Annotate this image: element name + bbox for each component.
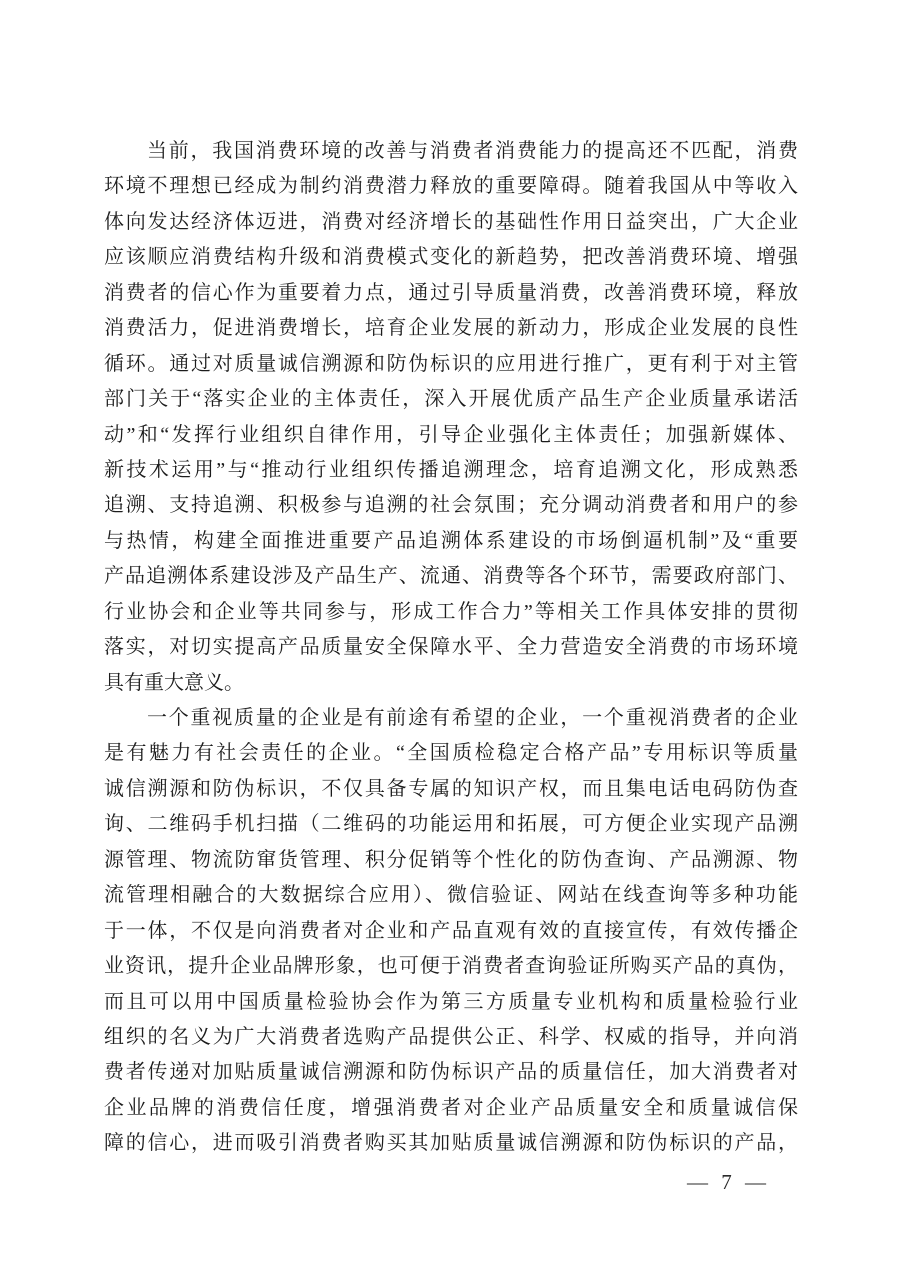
text-line: 询、二维码手机扫描（二维码的功能运用和拓展，可方便企业实现产品溯 bbox=[104, 813, 798, 836]
text-line: 动”和“发挥行业组织自律作用，引导企业强化主体责任；加强新媒体、 bbox=[104, 423, 798, 446]
text-line: 一个重视质量的企业是有前途有希望的企业，一个重视消费者的企业 bbox=[147, 707, 798, 729]
document-body bbox=[104, 134, 798, 1162]
text-line: 产品追溯体系建设涉及产品生产、流通、消费等各个环节，需要政府部门、 bbox=[104, 565, 798, 588]
text-line: 是有魅力有社会责任的企业。“全国质检稳定合格产品”专用标识等质量 bbox=[104, 742, 798, 765]
text-line: 企业品牌的消费信任度，增强消费者对企业产品质量安全和质量诚信保 bbox=[104, 1096, 798, 1119]
text-line: 追溯、支持追溯、积极参与追溯的社会氛围；充分调动消费者和用户的参 bbox=[104, 494, 798, 517]
text-line: 消费活力，促进消费增长，培育企业发展的新动力，形成企业发展的良性 bbox=[104, 317, 798, 340]
text-line: 组织的名义为广大消费者选购产品提供公正、科学、权威的指导，并向消 bbox=[104, 1025, 798, 1048]
text-line: 落实，对切实提高产品质量安全保障水平、全力营造安全消费的市场环境 bbox=[104, 636, 798, 659]
text-line: 消费者的信心作为重要着力点，通过引导质量消费，改善消费环境，释放 bbox=[104, 281, 798, 304]
text-line: 障的信心，进而吸引消费者购买其加贴质量诚信溯源和防伪标识的产品， bbox=[104, 1132, 798, 1155]
text-line: 与热情，构建全面推进重要产品追溯体系建设的市场倒逼机制”及“重要 bbox=[104, 529, 798, 552]
text-line: 于一体，不仅是向消费者对企业和产品直观有效的直接宣传，有效传播企 bbox=[104, 919, 798, 942]
text-line: 具有重大意义。 bbox=[104, 671, 244, 694]
text-line: 当前，我国消费环境的改善与消费者消费能力的提高还不匹配，消费 bbox=[147, 140, 798, 162]
text-line: 费者传递对加贴质量诚信溯源和防伪标识产品的质量信任，加大消费者对 bbox=[104, 1061, 798, 1084]
page-number: — 7 — bbox=[687, 1170, 768, 1194]
text-line: 而且可以用中国质量检验协会作为第三方质量专业机构和质量检验行业 bbox=[104, 990, 798, 1013]
text-line: 诚信溯源和防伪标识，不仅具备专属的知识产权，而且集电话电码防伪查 bbox=[104, 777, 798, 800]
text-line: 业资讯，提升企业品牌形象，也可便于消费者查询验证所购买产品的真伪， bbox=[104, 955, 798, 978]
text-line: 体向发达经济体迈进，消费对经济增长的基础性作用日益突出，广大企业 bbox=[104, 210, 798, 233]
text-line: 应该顺应消费结构升级和消费模式变化的新趋势，把改善消费环境、增强 bbox=[104, 246, 798, 269]
text-line: 环境不理想已经成为制约消费潜力释放的重要障碍。随着我国从中等收入 bbox=[104, 175, 798, 198]
text-line: 源管理、物流防窜货管理、积分促销等个性化的防伪查询、产品溯源、物 bbox=[104, 848, 798, 871]
text-line: 流管理相融合的大数据综合应用）、微信验证、网站在线查询等多种功能 bbox=[104, 884, 798, 907]
text-line: 行业协会和企业等共同参与，形成工作合力”等相关工作具体安排的贯彻 bbox=[104, 600, 798, 623]
text-line: 循环。通过对质量诚信溯源和防伪标识的应用进行推广，更有利于对主管 bbox=[104, 352, 798, 375]
text-line: 新技术运用”与“推动行业组织传播追溯理念，培育追溯文化，形成熟悉 bbox=[104, 458, 798, 481]
text-line: 部门关于“落实企业的主体责任，深入开展优质产品生产企业质量承诺活 bbox=[104, 388, 798, 411]
